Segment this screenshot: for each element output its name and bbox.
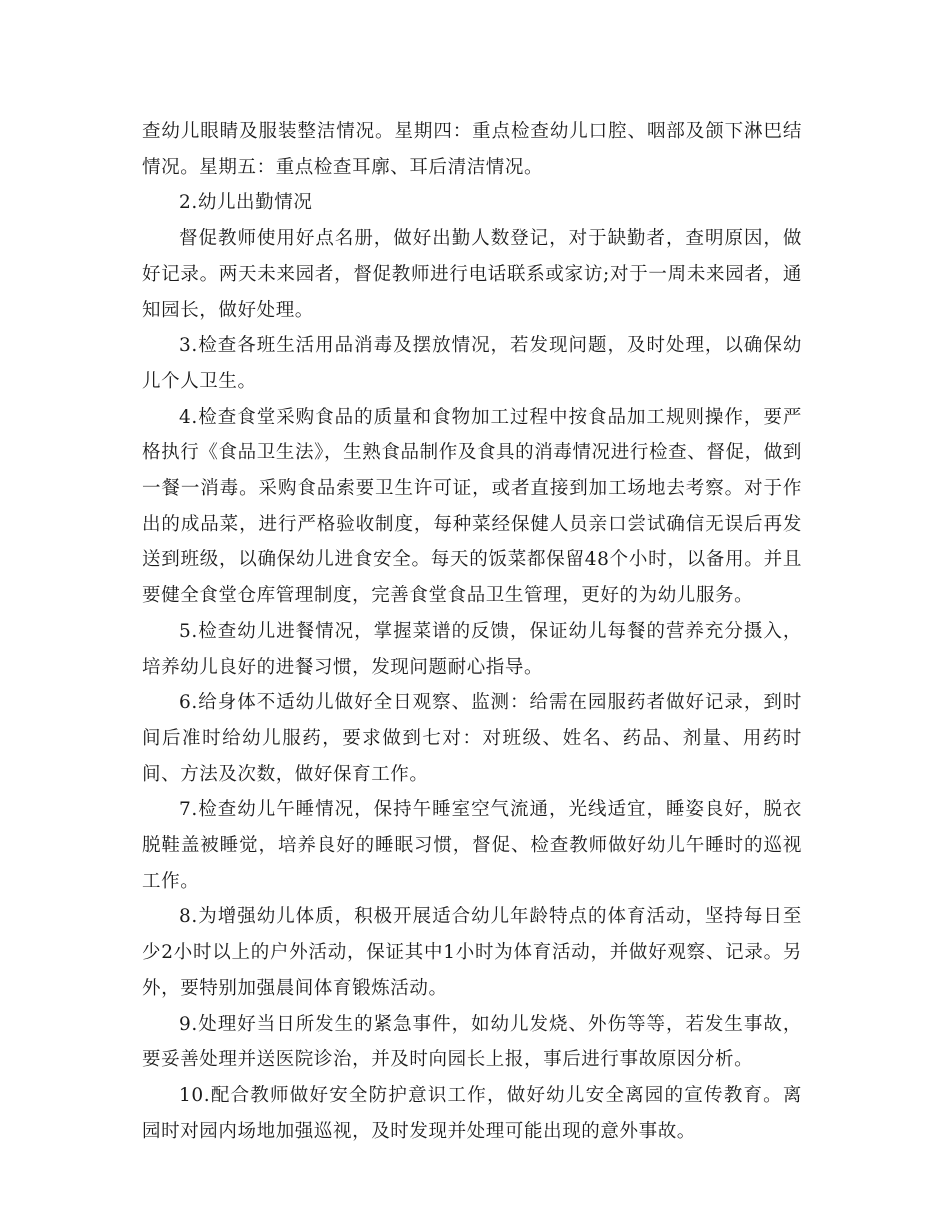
paragraph-item-7: 7.检查幼儿午睡情况，保持午睡室空气流通，光线适宜，睡姿良好，脱衣脱鞋盖被睡觉，培养良好的睡眠习惯，督促、检查教师做好幼儿午睡时的巡视工作。	[142, 799, 802, 892]
paragraph-item-5: 5.检查幼儿进餐情况，掌握菜谱的反馈，保证幼儿每餐的营养充分摄入，培养幼儿良好的进餐习惯，发现问题耐心指导。	[142, 620, 802, 678]
paragraph-attendance: 督促教师使用好点名册，做好出勤人数登记，对于缺勤者，查明原因，做好记录。两天未来园者，督促教师进行电话联系或家访;对于一周未来园者，通知园长，做好处理。	[142, 228, 802, 321]
document-body	[142, 114, 802, 1149]
paragraph-heading-attendance: 2.幼儿出勤情况	[179, 192, 313, 214]
paragraph-item-8: 8.为增强幼儿体质，积极开展适合幼儿年龄特点的体育活动，坚持每日至少2小时以上的户外活动，保证其中1小时为体育活动，并做好观察、记录。另外，要特别加强晨间体育锻炼活动。	[142, 906, 802, 999]
paragraph-item-10: 10.配合教师做好安全防护意识工作，做好幼儿安全离园的宣传教育。离园时对园内场地加强巡视，及时发现并处理可能出现的意外事故。	[142, 1084, 802, 1142]
paragraph-item-6: 6.给身体不适幼儿做好全日观察、监测：给需在园服药者做好记录，到时间后准时给幼儿服药，要求做到七对：对班级、姓名、药品、剂量、用药时间、方法及次数，做好保育工作。	[142, 692, 802, 785]
paragraph-item-3: 3.检查各班生活用品消毒及摆放情况，若发现问题，及时处理，以确保幼儿个人卫生。	[142, 335, 802, 392]
paragraph-continued-health-check: 查幼儿眼睛及服装整洁情况。星期四：重点检查幼儿口腔、咽部及颌下淋巴结情况。星期五：重点检查耳廓、耳后清洁情况。	[142, 121, 802, 178]
paragraph-item-4: 4.检查食堂采购食品的质量和食物加工过程中按食品加工规则操作，要严格执行《食品卫生法》，生熟食品制作及食具的消毒情况进行检查、督促，做到一餐一消毒。采购食品索要卫生许可证，或者直接到加工场地去考察。对于作出的成品菜，进行严格验收制度，每种菜经保健人员亲口尝试确信无误后再发送到班级，以确保幼儿进食安全。每天的饭菜都保留48个小时，以备用。并且要健全食堂仓库管理制度，完善食堂食品卫生管理，更好的为幼儿服务。	[142, 406, 802, 607]
paragraph-item-9: 9.处理好当日所发生的紧急事件，如幼儿发烧、外伤等等，若发生事故，要妥善处理并送医院诊治，并及时向园长上报，事后进行事故原因分析。	[142, 1013, 802, 1071]
